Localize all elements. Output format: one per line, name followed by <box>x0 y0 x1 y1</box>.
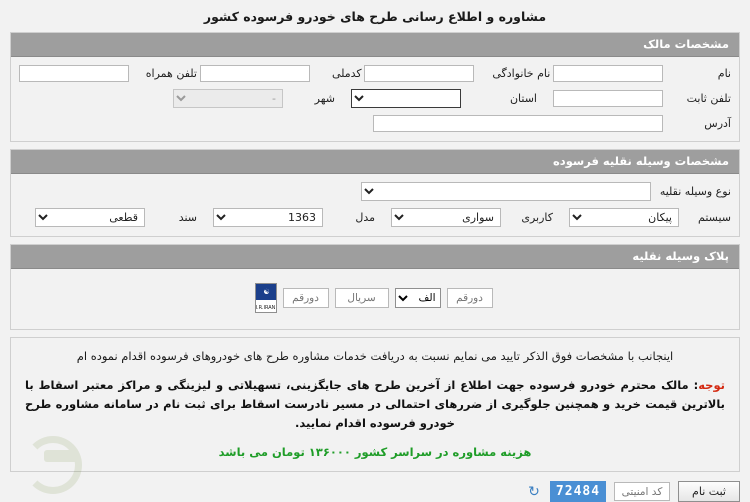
field-address <box>373 115 731 132</box>
iran-flag-icon <box>255 283 277 313</box>
owner-row-2 <box>19 89 731 108</box>
owner-row-1 <box>19 65 731 82</box>
footer-bar <box>10 481 740 502</box>
owner-row-3 <box>19 115 731 132</box>
address-input[interactable] <box>373 115 663 132</box>
first-name-label: نام <box>717 67 731 80</box>
field-province <box>351 89 537 108</box>
vehicle-row-1 <box>19 182 731 201</box>
owner-panel <box>10 32 740 142</box>
field-mobile <box>19 65 197 82</box>
first-name-input[interactable] <box>553 65 663 82</box>
field-first-name <box>553 65 731 82</box>
plate-flag-text: I.R.IRAN <box>255 305 276 311</box>
field-system <box>569 208 731 227</box>
vehicle-panel-body <box>11 174 739 236</box>
owner-panel-body <box>11 57 739 141</box>
plate-serial-input[interactable] <box>335 288 389 308</box>
address-label: آدرس <box>704 117 731 130</box>
document-select[interactable] <box>35 208 145 227</box>
field-document <box>35 208 197 227</box>
captcha-image: 72484 <box>550 481 606 502</box>
statement-panel <box>10 337 740 472</box>
landline-input[interactable] <box>553 90 663 107</box>
landline-label: تلفن ثابت <box>686 92 731 105</box>
field-landline <box>553 90 731 107</box>
plate-two-digit-left-input[interactable] <box>447 288 493 308</box>
plate-two-digit-right-input[interactable] <box>283 288 329 308</box>
owner-panel-header: مشخصات مالک <box>11 33 739 57</box>
statement-line-1: اینجانب با مشخصات فوق الذکر تایید می نمایم نسبت به دریافت خدمات مشاوره طرح های خودروهای فرسوده اقدام نموده ام <box>76 349 674 363</box>
statement-fee: هزینه مشاوره در سراسر کشور ۱۳۶۰۰۰ تومان می باشد <box>218 445 532 459</box>
vehicle-type-label: نوع وسیله نقلیه <box>659 185 731 198</box>
field-usage <box>391 208 553 227</box>
statement-warning-word: توجه <box>698 378 725 392</box>
usage-select[interactable] <box>391 208 501 227</box>
document-label: سند <box>178 211 197 224</box>
model-select[interactable] <box>213 208 323 227</box>
last-name-label: نام خانوادگی <box>492 67 551 80</box>
refresh-icon[interactable]: ↻ <box>528 483 540 500</box>
mobile-label: تلفن همراه <box>145 67 197 80</box>
plate-panel-header: پلاک وسیله نقلیه <box>11 245 739 269</box>
national-id-label: کدملی <box>331 67 362 80</box>
plate-letter-select[interactable] <box>395 288 441 308</box>
statement-line-2-text: : مالک محترم خودرو فرسوده جهت اطلاع از آخرین طرح های جایگزینی، تسهیلاتی و لیزینگی و مراکز معتبر اسقاط با بالاترین قیمت خرید و همچنین جلوگیری از ضررهای احتمالی در مسیر نادرست اسقاط برای ثبت نام در سامانه مشاوره طرح خودرو فرسوده اقدام نمایید. <box>25 378 725 430</box>
vehicle-type-select[interactable] <box>361 182 651 201</box>
field-vehicle-type <box>361 182 731 201</box>
plate-panel <box>10 244 740 330</box>
province-select[interactable] <box>351 89 461 108</box>
national-id-input[interactable] <box>200 65 310 82</box>
system-select[interactable] <box>569 208 679 227</box>
vehicle-row-2 <box>19 208 731 227</box>
last-name-input[interactable] <box>364 65 474 82</box>
plate-group <box>19 277 731 320</box>
statement-line-2 <box>25 376 725 433</box>
province-label: استان <box>509 92 537 105</box>
plate-panel-body <box>11 269 739 329</box>
system-label: سیستم <box>698 211 731 224</box>
plate-flag-emblem: ☯ <box>263 288 270 296</box>
usage-label: کاربری <box>521 211 553 224</box>
city-label: شهر <box>314 92 335 105</box>
field-national-id <box>200 65 362 82</box>
field-city <box>173 89 335 108</box>
vehicle-panel-header: مشخصات وسیله نقلیه فرسوده <box>11 150 739 174</box>
vehicle-panel <box>10 149 740 237</box>
model-label: مدل <box>355 211 375 224</box>
page-title: مشاوره و اطلاع رسانی طرح های خودرو فرسوده کشور <box>203 9 547 24</box>
submit-button[interactable]: ثبت نام <box>678 481 740 502</box>
field-last-name <box>364 65 550 82</box>
city-select[interactable] <box>173 89 283 108</box>
field-model <box>213 208 375 227</box>
captcha-input[interactable] <box>614 482 670 501</box>
mobile-input[interactable] <box>19 65 129 82</box>
